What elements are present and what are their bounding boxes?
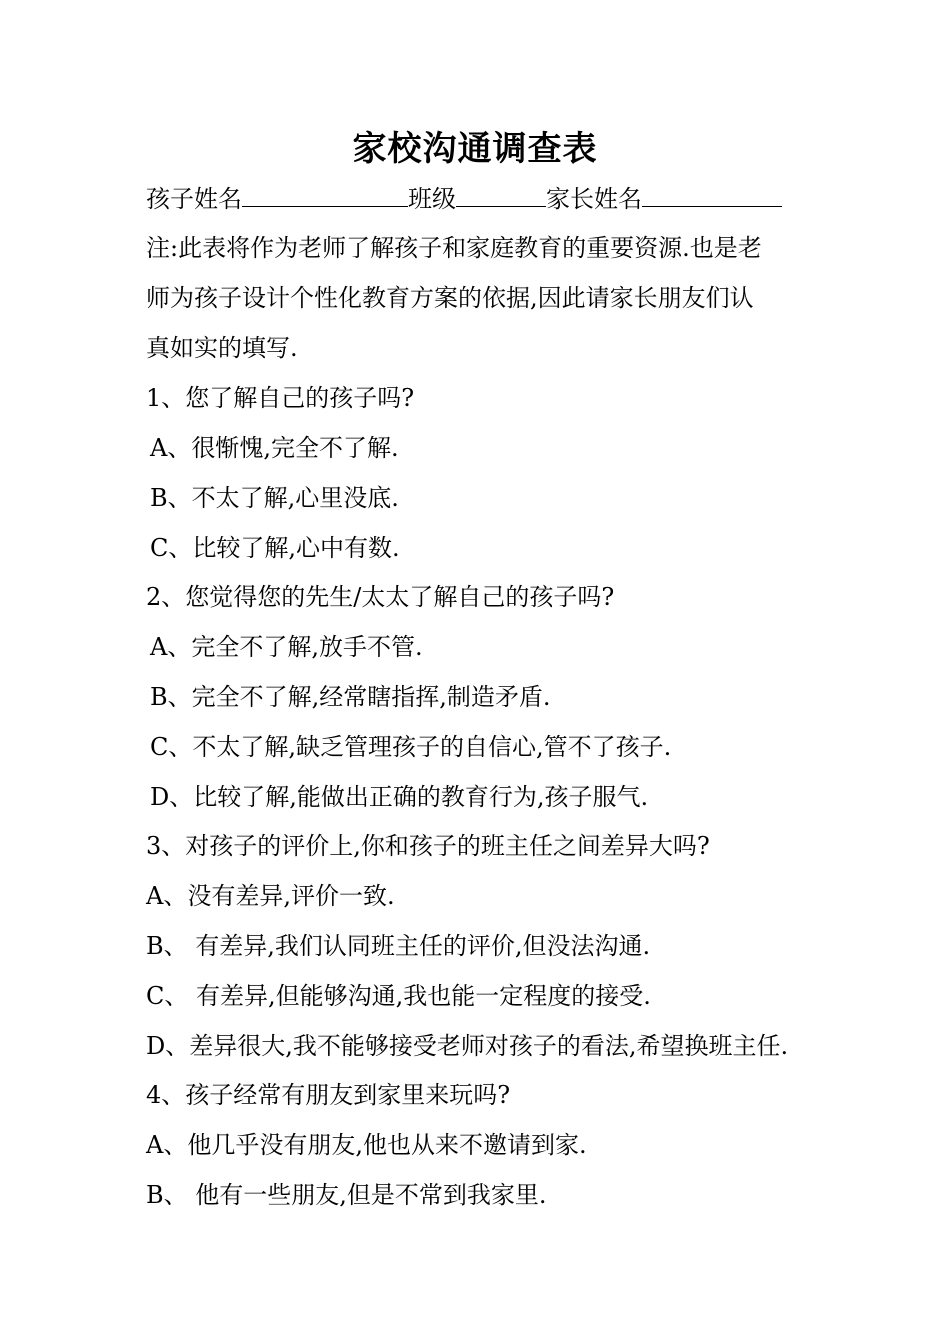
answer-option: D、差异很大,我不能够接受老师对孩子的看法,希望换班主任. <box>146 1032 789 1060</box>
answer-option: B、 有差异,我们认同班主任的评价,但没法沟通. <box>146 932 651 960</box>
note-line: 注:此表将作为老师了解孩子和家庭教育的重要资源.也是老 <box>146 234 762 262</box>
parent-name-label: 家长姓名 <box>546 185 642 213</box>
answer-option: A、没有差异,评价一致. <box>146 882 395 910</box>
answer-option: C、比较了解,心中有数. <box>150 534 400 562</box>
answer-option: B、 他有一些朋友,但是不常到我家里. <box>146 1181 547 1209</box>
answer-option: C、 有差异,但能够沟通,我也能一定程度的接受. <box>146 982 651 1010</box>
answer-option: B、不太了解,心里没底. <box>150 484 399 512</box>
question-text: 3、对孩子的评价上,你和孩子的班主任之间差异大吗? <box>146 832 710 860</box>
info-fields-row <box>146 182 782 215</box>
question-text: 1、您了解自己的孩子吗? <box>146 384 415 412</box>
answer-option: A、完全不了解,放手不管. <box>150 633 423 661</box>
child-name-blank[interactable] <box>242 182 408 207</box>
question-text: 4、孩子经常有朋友到家里来玩吗? <box>146 1081 511 1109</box>
answer-option: D、比较了解,能做出正确的教育行为,孩子服气. <box>150 783 649 811</box>
note-line: 师为孩子设计个性化教育方案的依据,因此请家长朋友们认 <box>146 284 754 312</box>
question-text: 2、您觉得您的先生/太太了解自己的孩子吗? <box>146 583 615 611</box>
note-line: 真如实的填写. <box>146 334 298 362</box>
answer-option: A、他几乎没有朋友,他也从来不邀请到家. <box>146 1131 587 1159</box>
class-blank[interactable] <box>456 182 546 207</box>
class-label: 班级 <box>408 185 456 213</box>
parent-name-blank[interactable] <box>642 182 782 207</box>
answer-option: A、很惭愧,完全不了解. <box>150 434 399 462</box>
page-title: 家校沟通调查表 <box>352 129 598 169</box>
child-name-label: 孩子姓名 <box>146 185 242 213</box>
answer-option: B、完全不了解,经常瞎指挥,制造矛盾. <box>150 683 551 711</box>
answer-option: C、不太了解,缺乏管理孩子的自信心,管不了孩子. <box>150 733 672 761</box>
